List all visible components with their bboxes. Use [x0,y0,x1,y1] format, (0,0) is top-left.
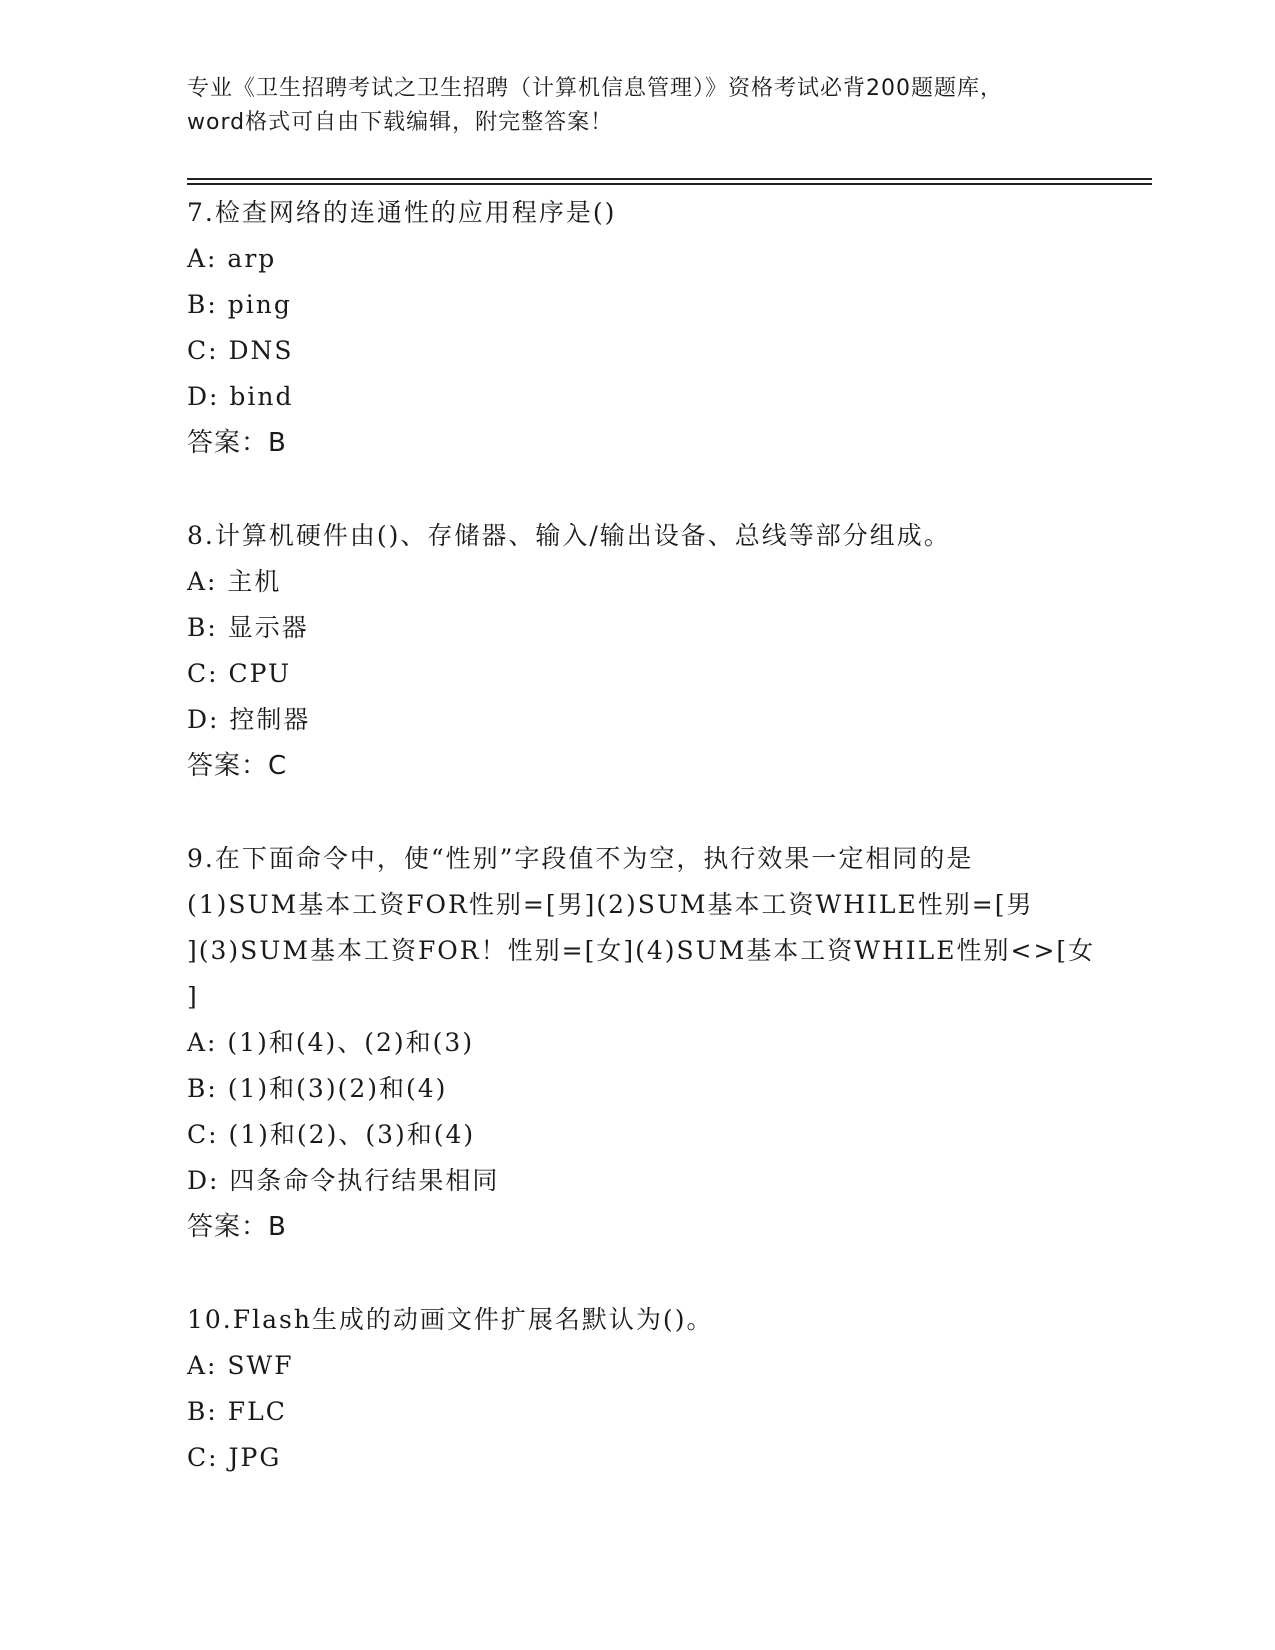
question-9 [187,836,1096,1250]
option-c: C: (1)和(2)、(3)和(4) [187,1120,476,1149]
option-d: D: 四条命令执行结果相同 [187,1166,500,1195]
header-line-1: 专业《卫生招聘考试之卫生招聘（计算机信息管理）》资格考试必背200题题库， [187,76,1003,101]
question-8 [187,513,1087,789]
question-stem [187,513,1087,559]
question-7 [187,190,1087,466]
document-header [187,72,1087,140]
stem-line: ] [187,982,199,1011]
answer: 答案：B [187,1212,287,1242]
option-b: B: FLC [187,1397,287,1426]
stem-line: 10.Flash生成的动画文件扩展名默认为()。 [187,1305,714,1334]
option-a: A: SWF [187,1351,294,1380]
option-b: B: (1)和(3)(2)和(4) [187,1074,448,1103]
option-c: C: JPG [187,1443,282,1472]
question-list [187,190,1096,1528]
header-divider-top [187,178,1152,180]
option-a: A: (1)和(4)、(2)和(3) [187,1028,475,1057]
option-b: B: 显示器 [187,613,309,642]
option-b: B: ping [187,290,292,319]
question-stem [187,836,1096,1020]
question-stem [187,1297,1087,1343]
stem-line: ](3)SUM基本工资FOR！性别=[女](4)SUM基本工资WHILE性别<>[女 [187,936,1096,965]
option-a: A: arp [187,244,277,273]
stem-line: 8.计算机硬件由()、存储器、输入/输出设备、总线等部分组成。 [187,521,951,550]
option-d: D: bind [187,382,294,411]
answer: 答案：B [187,428,287,458]
question-10 [187,1297,1087,1481]
header-divider-bottom [187,183,1152,185]
header-line-2: word格式可自由下载编辑，附完整答案！ [187,110,614,135]
stem-line: 9.在下面命令中，使“性别”字段值不为空，执行效果一定相同的是 [187,844,974,873]
option-c: C: DNS [187,336,294,365]
option-a: A: 主机 [187,567,282,596]
stem-line: 7.检查网络的连通性的应用程序是() [187,198,617,227]
question-stem [187,190,1087,236]
stem-line: (1)SUM基本工资FOR性别=[男](2)SUM基本工资WHILE性别=[男 [187,890,1034,919]
option-d: D: 控制器 [187,705,311,734]
answer: 答案：C [187,751,288,781]
option-c: C: CPU [187,659,292,688]
